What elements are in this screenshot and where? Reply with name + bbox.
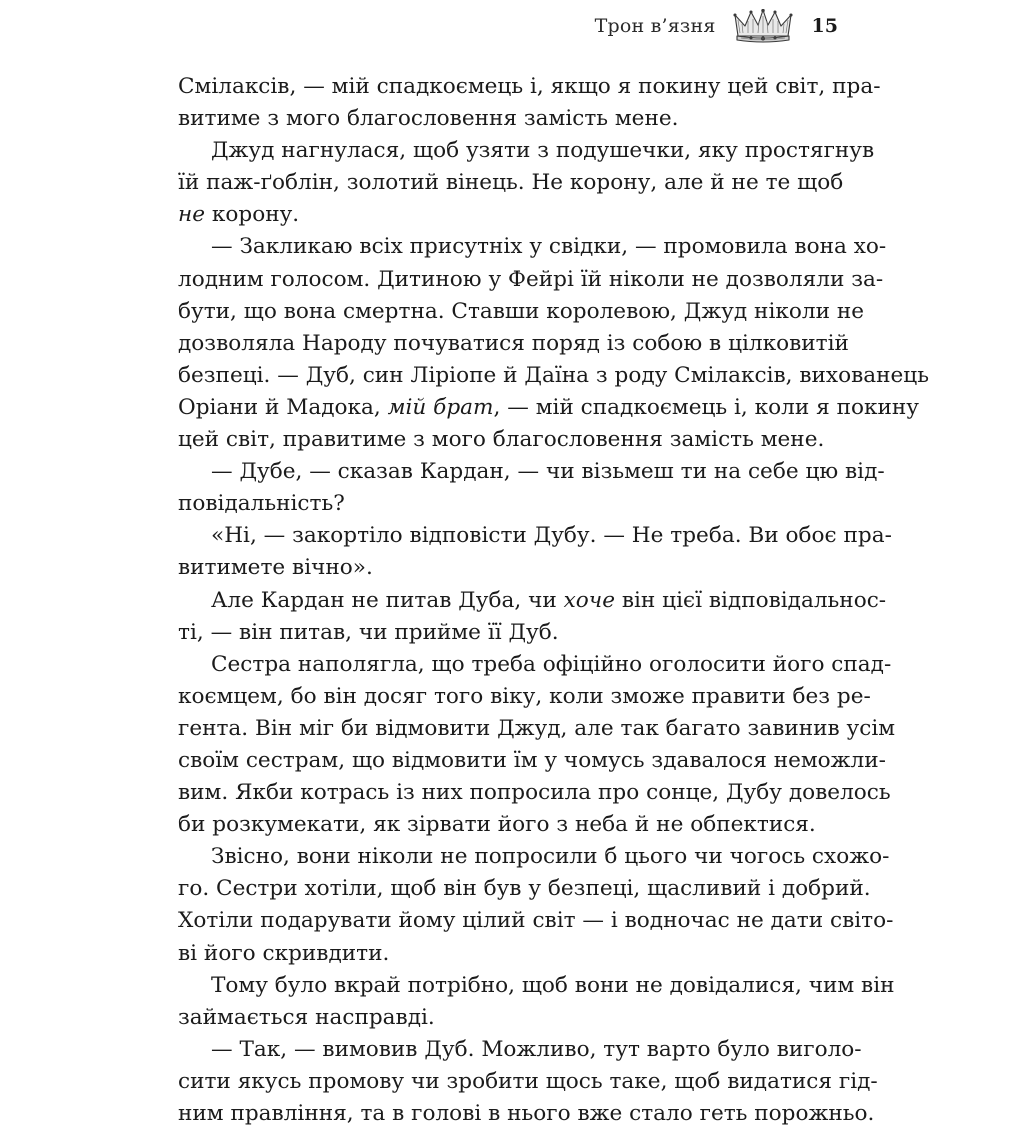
line-text: дозволяла Народу почуватися поряд із собою в цілковитій	[178, 330, 849, 356]
line-text: вим. Якби котрась із них попросила про сонце, Дубу довелось	[178, 780, 891, 806]
running-title: Трон в’язня	[594, 15, 716, 37]
line-text: займається насправді.	[178, 1004, 435, 1030]
text-line	[178, 71, 881, 103]
text-line	[178, 681, 871, 713]
line-text: Смілаксів, — мій спадкоємець і, якщо я покину цей світ, пра-	[178, 74, 881, 99]
text-line	[178, 360, 929, 392]
italic-text: мій брат	[387, 394, 494, 420]
text-line	[178, 328, 849, 360]
text-line	[178, 809, 840, 841]
line-text: , — мій спадкоємець і, коли я покину	[493, 394, 919, 420]
line-text: їй паж-ґоблін, золотий вінець. Не корону, але й не те щоб	[178, 170, 844, 196]
text-line	[178, 745, 886, 777]
line-text: витиме з мого благословення замість мене.	[178, 106, 679, 132]
text-line	[178, 552, 840, 584]
line-text: го. Сестри хотіли, щоб він був у безпеці, щасливий і добрий.	[178, 876, 871, 902]
line-text: — Закликаю всіх присутніх у свідки, — промовила вона хо-	[211, 234, 887, 260]
text-line	[178, 135, 875, 167]
text-line	[178, 231, 887, 263]
line-text: Сестра наполягла, що треба офіційно оголосити його спад-	[211, 651, 892, 677]
text-line	[178, 296, 864, 328]
text-line	[178, 585, 887, 617]
line-text: цей світ, правитиме з мого благословення замість мене.	[178, 427, 825, 453]
line-text: лодним голосом. Дитиною у Фейрі їй ніколи не дозволяли за-	[178, 266, 884, 292]
text-line	[178, 103, 840, 135]
line-text: — Дубе, — сказав Кардан, — чи візьмеш ти на себе цю від-	[211, 459, 885, 485]
line-text: Звісно, вони ніколи не попросили б цього чи чогось схожо-	[211, 844, 890, 870]
text-line	[178, 392, 919, 424]
line-text: би розкумекати, як зірвати його з неба й не обпектися.	[178, 812, 816, 838]
line-text: безпеці. — Дуб, син Ліріопе й Даїна з роду Смілаксів, вихованець	[178, 362, 929, 388]
line-text: ві його скривдити.	[178, 940, 390, 966]
line-text: — Так, — вимовив Дуб. Можливо, тут варто було виголо-	[211, 1036, 862, 1062]
line-text: повідальність?	[178, 491, 345, 517]
text-line	[178, 970, 895, 1002]
text-line	[178, 777, 891, 809]
line-text: він цієї відповідальнос-	[615, 587, 887, 613]
line-text: Але Кардан не питав Дуба, чи	[211, 587, 564, 613]
text-line	[178, 1002, 840, 1034]
running-header	[595, 8, 838, 44]
line-text: Джуд нагнулася, щоб узяти з подушечки, яку простягнув	[211, 138, 875, 164]
line-text: Тому було вкрай потрібно, щоб вони не довідалися, чим він	[211, 972, 895, 998]
line-text: витимете вічно».	[178, 555, 373, 581]
page-number: 15	[811, 15, 838, 37]
text-line	[178, 873, 871, 905]
text-line	[178, 488, 840, 520]
text-line	[178, 713, 896, 745]
line-text: «Ні, — закортіло відповісти Дубу. — Не треба. Ви обоє пра-	[211, 523, 892, 549]
line-text: гента. Він міг би відмовити Джуд, але так багато завинив усім	[178, 715, 896, 741]
text-line	[178, 520, 892, 552]
text-line	[178, 456, 885, 488]
text-line	[178, 167, 844, 199]
line-text: коємцем, бо він досяг того віку, коли зможе правити без ре-	[178, 683, 871, 709]
text-line	[178, 841, 890, 873]
text-line	[178, 1098, 875, 1130]
line-text: Оріани й Мадока,	[178, 394, 388, 420]
body-text	[178, 71, 929, 1130]
italic-text: хоче	[563, 587, 615, 613]
line-text: ті, — він питав, чи прийме її Дуб.	[178, 619, 559, 645]
text-line	[178, 617, 840, 649]
line-text: своїм сестрам, що відмовити їм у чомусь здавалося неможли-	[178, 747, 886, 773]
text-line	[178, 905, 894, 937]
text-line	[178, 1066, 878, 1098]
crown-icon	[732, 9, 794, 43]
line-text: корону.	[205, 202, 300, 228]
text-line	[178, 649, 892, 681]
text-line	[178, 264, 884, 296]
text-line	[178, 199, 840, 231]
line-text: бути, що вона смертна. Ставши королевою, Джуд ніколи не	[178, 298, 864, 324]
line-text: ним правління, та в голові в нього вже стало геть порожньо.	[178, 1101, 875, 1126]
text-line	[178, 424, 840, 456]
text-line	[178, 938, 840, 970]
text-line	[178, 1034, 862, 1066]
italic-text: не	[178, 202, 206, 228]
line-text: сити якусь промову чи зробити щось таке, щоб видатися гід-	[178, 1068, 878, 1094]
line-text: Хотіли подарувати йому цілий світ — і водночас не дати світо-	[178, 908, 894, 934]
